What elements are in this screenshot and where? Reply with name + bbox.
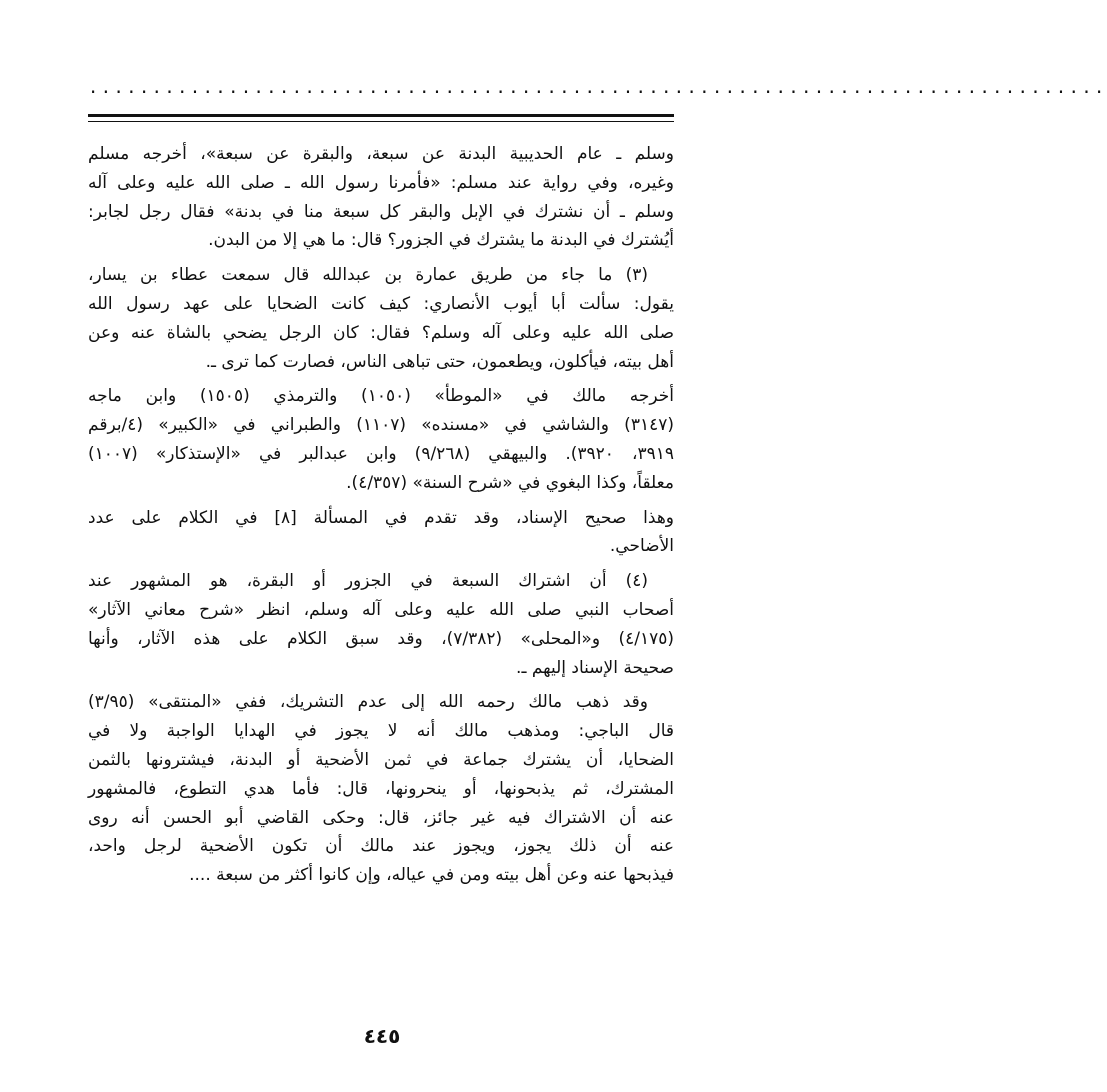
text-line: وسلم ـ عام الحديبية البدنة عن سبعة، والبقرة عن سبعة»، أخرجه مسلم (88, 144, 674, 164)
header-rule-thin (88, 121, 674, 122)
page-number: ٤٤٥ (363, 1024, 401, 1048)
text-line: الضحايا، أن يشترك جماعة في ثمن الأضحية أو البدنة، فيشترونها بالثمن (88, 749, 674, 770)
text-line: فيذبحها عنه وعن أهل بيته ومن في عياله، وإن كانوا أكثر من سبعة .... (189, 865, 674, 886)
text-line: أهل بيته، فيأكلون، ويطعمون، حتى تباهى الناس، فصارت كما ترى ـ. (205, 351, 674, 372)
text-line: صلى الله عليه وعلى آله وسلم؟ فقال: كان الرجل يضحي بالشاة عنه وعن (88, 322, 674, 343)
paragraph-6 (88, 688, 674, 890)
text-line: ٣٩١٩، ٣٩٢٠). والبيهقي (٩/٢٦٨) وابن عبدالبر في «الإستذكار» (١٠٠٧) (88, 443, 675, 464)
text-line: وهذا صحيح الإسناد، وقد تقدم في المسألة [٨] في الكلام على عدد (88, 507, 674, 528)
text-line: قال الباجي: ومذهب مالك أنه لا يجوز في الهدايا الواجبة ولا في (88, 721, 674, 742)
text-line: معلقاً، وكذا البغوي في «شرح السنة» (٤/٣٥٧). (346, 472, 674, 493)
text-line: وغيره، وفي رواية عند مسلم: «فأمرنا رسول الله ـ صلى الله عليه وعلى آله (88, 172, 674, 193)
paragraph-4 (88, 504, 674, 562)
text-line: (٣) ما جاء من طريق عمارة بن عبدالله قال سمعت عطاء بن يسار، (88, 265, 648, 286)
footnote-body (88, 140, 674, 890)
text-line: أيُشترك في البدنة ما يشترك في الجزور؟ قال: ما هي إلا من البدن. (208, 230, 674, 251)
text-line: وسلم ـ أن نشترك في الإبل والبقر كل سبعة منا في بدنة» فقال رجل لجابر: (88, 201, 674, 222)
text-line: المشترك، ثم يذبحونها، أو ينحرونها، قال: فأما هدي التطوع، فالمشهور (88, 778, 674, 799)
text-line: عنه أن الاشتراك فيه غير جائز، قال: وحكى القاضي أبو الحسن أنه روى (88, 807, 674, 828)
text-line: أصحاب النبي صلى الله عليه وعلى آله وسلم، انظر «شرح معاني الآثار» (88, 599, 674, 620)
paragraph-1 (88, 140, 674, 255)
text-line: الأضاحي. (609, 536, 674, 557)
header-dotted-line: ................................................................................ (88, 78, 1107, 98)
paragraph-2 (88, 261, 674, 376)
text-line: يقول: سألت أبا أيوب الأنصاري: كيف كانت الضحايا على عهد رسول الله (88, 293, 674, 314)
text-line: (٤) أن اشتراك السبعة في الجزور أو البقرة، هو المشهور عند (88, 571, 648, 592)
paragraph-3 (88, 382, 674, 497)
text-line: أخرجه مالك في «الموطأ» (١٠٥٠) والترمذي (١٥٠٥) وابن ماجه (88, 386, 674, 407)
text-line: (٤/١٧٥) و«المحلى» (٧/٣٨٢)، وقد سبق الكلام على هذه الآثار، وأنها (88, 628, 674, 649)
paragraph-5 (88, 567, 674, 682)
text-line: (٣١٤٧) والشاشي في «مسنده» (١١٠٧) والطبراني في «الكبير» (٤/برقم (88, 415, 674, 436)
text-line: وقد ذهب مالك رحمه الله إلى عدم التشريك، ففي «المنتقى» (٣/٩٥) (88, 692, 648, 713)
header-rule-thick (88, 114, 674, 117)
text-line: عنه أن ذلك يجوز، ويجوز عند مالك أن تكون الأضحية لرجل واحد، (88, 836, 674, 857)
text-line: صحيحة الإسناد إليهم ـ. (516, 657, 674, 678)
